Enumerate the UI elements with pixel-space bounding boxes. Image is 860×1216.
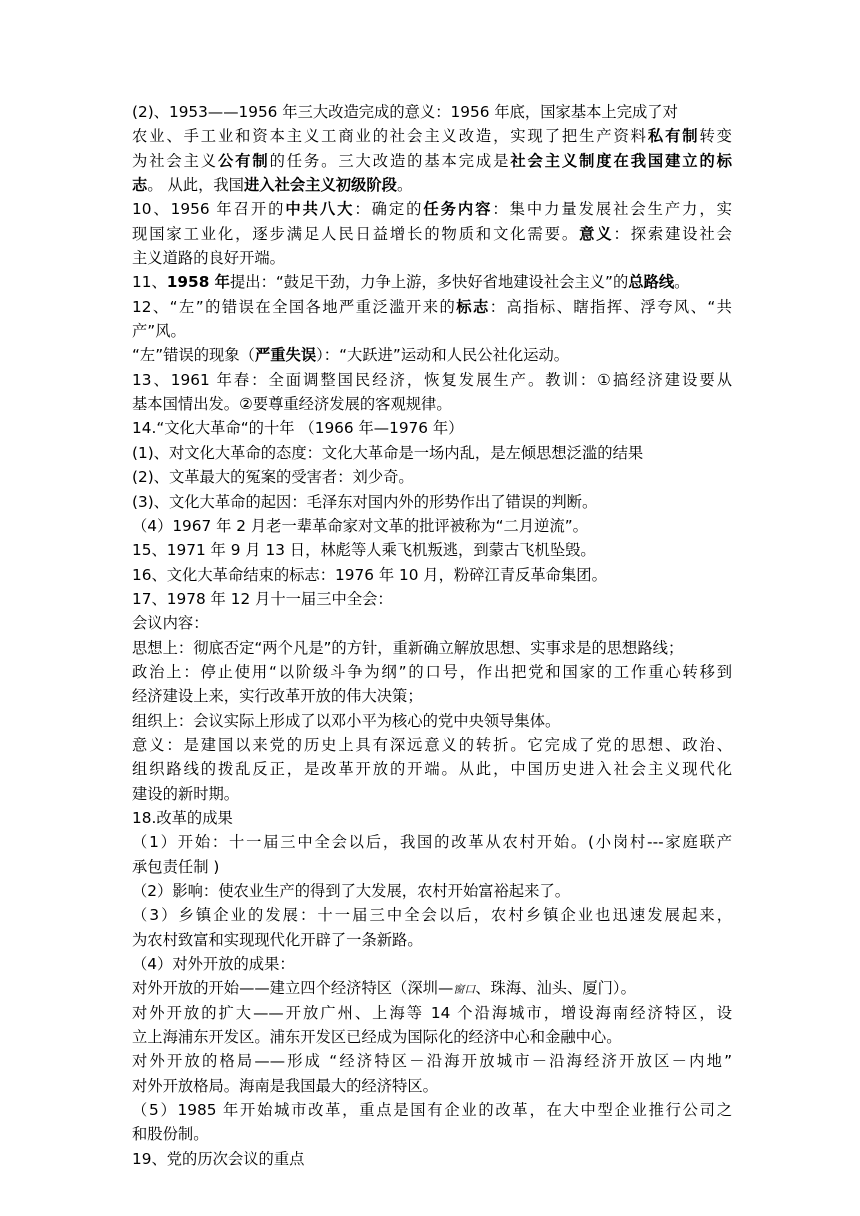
text-line bbox=[132, 903, 732, 927]
text-run: 。 从此，我国 bbox=[147, 176, 244, 195]
text-line bbox=[132, 343, 732, 367]
text-line bbox=[132, 1122, 732, 1146]
text-run: 16、文化大革命结束的标志：1976 年 10 月，粉碎江青反革命集团。 bbox=[132, 565, 607, 584]
text-run: ）：“大跃进”运动和人民公社化运动。 bbox=[316, 346, 570, 365]
text-run: （2）影响：使农业生产的得到了大发展，农村开始富裕起来了。 bbox=[132, 882, 571, 900]
bold-text-run: 社会主义制度在我国建立的标 bbox=[510, 151, 732, 170]
text-run: (2)、1953——1956 年三大改造完成的意义：1956 年底，国家基本上完成了对 bbox=[132, 103, 678, 121]
text-line bbox=[132, 416, 732, 440]
text-line bbox=[132, 222, 732, 246]
text-run: （1）开始：十一届三中全会以后，我国的改革从农村开始。(小岗村---家庭联产 bbox=[132, 833, 732, 852]
text-run: 为社会主义 bbox=[132, 151, 218, 170]
text-line bbox=[132, 319, 732, 343]
text-line bbox=[132, 684, 732, 708]
text-run: （4）1967 年 2 月老一辈革命家对文革的批评被称为“二月逆流”。 bbox=[132, 516, 588, 535]
text-line bbox=[132, 368, 732, 392]
text-line bbox=[132, 611, 732, 635]
bold-text-run: 标志 bbox=[456, 297, 490, 316]
text-line bbox=[132, 514, 732, 538]
text-line bbox=[132, 538, 732, 562]
text-run: 15、1971 年 9 月 13 日，林彪等人乘飞机叛逃，到蒙古飞机坠毁。 bbox=[132, 541, 596, 560]
text-line bbox=[132, 173, 732, 197]
text-run: 、珠海、汕头、厦门）。 bbox=[475, 979, 636, 998]
text-run: 会议内容： bbox=[132, 614, 209, 633]
text-run: 经济建设上来，实行改革开放的伟大决策； bbox=[132, 687, 423, 706]
text-run: “左”错误的现象（ bbox=[132, 346, 255, 365]
text-run: 18.改革的成果 bbox=[132, 808, 233, 827]
text-run: (1)、对文化大革命的态度：文化大革命是一场内乱，是左倾思想泛滥的结果 bbox=[132, 443, 644, 462]
text-line bbox=[132, 928, 732, 952]
text-line bbox=[132, 660, 732, 684]
text-run: 14.“文化大革命“的十年 （1966 年—1976 年） bbox=[132, 419, 464, 438]
text-line bbox=[132, 1098, 732, 1122]
text-run: 19、党的历次会议的重点 bbox=[132, 1149, 305, 1168]
text-run: 建设的新时期。 bbox=[132, 784, 240, 803]
text-line bbox=[132, 441, 732, 465]
text-run: ：探索建设社会 bbox=[613, 224, 732, 243]
text-run: 对外开放的扩大——开放广州、上海等 14 个沿海城市，增设海南经济特区，设 bbox=[132, 1003, 732, 1022]
text-line bbox=[132, 1001, 732, 1025]
bold-text-run: 任务内容 bbox=[423, 200, 493, 219]
text-line bbox=[132, 976, 732, 1000]
text-run: 10、1956 年召开的 bbox=[132, 200, 286, 219]
text-line bbox=[132, 149, 732, 173]
text-line bbox=[132, 587, 732, 611]
bold-text-run: 总路线 bbox=[628, 273, 675, 292]
text-run: 对外开放格局。海南是我国最大的经济特区。 bbox=[132, 1076, 438, 1095]
bold-text-run: 公有制 bbox=[217, 151, 270, 170]
text-run: 思想上：彻底否定“两个凡是”的方针，重新确立解放思想、实事求是的思想路线； bbox=[132, 638, 684, 657]
text-line bbox=[132, 124, 732, 148]
text-run: （5）1985 年开始城市改革，重点是国有企业的改革，在大中型企业推行公司之 bbox=[132, 1101, 732, 1120]
text-run: 对外开放的格局——形成 “经济特区－沿海开放城市－沿海经济开放区－内地” bbox=[132, 1052, 732, 1071]
bold-text-run: 意义 bbox=[579, 224, 614, 243]
text-run: 和股份制。 bbox=[132, 1125, 209, 1144]
text-run: ：高指标、瞎指挥、浮夸风、“共 bbox=[489, 297, 732, 316]
text-run: 现国家工业化，逐步满足人民日益增长的物质和文化需要。 bbox=[132, 224, 580, 243]
bold-text-run: 严重失误 bbox=[254, 346, 317, 365]
text-line bbox=[132, 709, 732, 733]
text-run: 转变 bbox=[699, 127, 732, 146]
text-line bbox=[132, 1074, 732, 1098]
text-run: 立上海浦东开发区。浦东开发区已经成为国际化的经济中心和金融中心。 bbox=[132, 1028, 622, 1047]
text-run: 的任务。三大改造的基本完成是 bbox=[269, 151, 511, 170]
document-body bbox=[132, 100, 732, 1171]
text-line bbox=[132, 270, 732, 294]
text-line bbox=[132, 1049, 732, 1073]
text-line bbox=[132, 757, 732, 781]
text-run: 提出：“鼓足干劲，力争上游，多快好省地建设社会主义”的 bbox=[229, 273, 629, 292]
text-run: 政治上：停止使用“以阶级斗争为纲”的口号，作出把党和国家的工作重心转移到 bbox=[132, 662, 732, 681]
text-run: 农业、手工业和资本主义工商业的社会主义改造，实现了把生产资料 bbox=[132, 127, 648, 146]
text-run: (2)、文革最大的冤案的受害者：刘少奇。 bbox=[132, 468, 414, 487]
text-line bbox=[132, 636, 732, 660]
text-run: （3）乡镇企业的发展：十一届三中全会以后，农村乡镇企业也迅速发展起来， bbox=[132, 906, 732, 925]
text-run: ：集中力量发展社会生产力，实 bbox=[492, 200, 732, 219]
text-line bbox=[132, 295, 732, 319]
text-run: 意义：是建国以来党的历史上具有深远意义的转折。它完成了党的思想、政治、 bbox=[132, 735, 732, 754]
text-line bbox=[132, 733, 732, 757]
text-line bbox=[132, 855, 732, 879]
text-run: 组织上：会议实际上形成了以邓小平为核心的党中央领导集体。 bbox=[132, 711, 561, 730]
text-line bbox=[132, 782, 732, 806]
text-line bbox=[132, 490, 732, 514]
text-run: （4）对外开放的成果： bbox=[132, 955, 295, 974]
text-run: 为农村致富和实现现代化开辟了一条新路。 bbox=[132, 930, 423, 949]
text-run: 组织路线的拨乱反正，是改革开放的开端。从此，中国历史进入社会主义现代化 bbox=[132, 760, 732, 779]
text-run: 基本国情出发。②要尊重经济发展的客观规律。 bbox=[132, 395, 452, 414]
text-line bbox=[132, 246, 732, 270]
text-line bbox=[132, 563, 732, 587]
text-line bbox=[132, 1025, 732, 1049]
text-run: 11、 bbox=[132, 273, 167, 292]
text-run: 12、“左”的错误在全国各地严重泛滥开来的 bbox=[132, 297, 457, 316]
small-text-run: 窗口 bbox=[453, 983, 476, 997]
text-run: 承包责任制 ) bbox=[132, 857, 220, 876]
text-line bbox=[132, 100, 732, 124]
text-run: 17、1978 年 12 月十一届三中全会： bbox=[132, 589, 393, 608]
text-line bbox=[132, 879, 732, 903]
bold-text-run: 进入社会主义初级阶段 bbox=[243, 176, 397, 195]
text-run: 主义道路的良好开端。 bbox=[132, 249, 285, 268]
text-run: 。 bbox=[396, 176, 413, 195]
text-run: 13、1961 年春：全面调整国民经济，恢复发展生产。教训：①搞经济建设要从 bbox=[132, 370, 732, 389]
bold-text-run: 1958 年 bbox=[166, 273, 230, 292]
text-run: (3)、文化大革命的起因：毛泽东对国内外的形势作出了错误的判断。 bbox=[132, 492, 598, 511]
text-line bbox=[132, 952, 732, 976]
text-line bbox=[132, 1147, 732, 1171]
text-line bbox=[132, 197, 732, 221]
bold-text-run: 志 bbox=[132, 176, 148, 195]
text-run: 对外开放的开始——建立四个经济特区（深圳— bbox=[132, 979, 454, 998]
text-line bbox=[132, 830, 732, 854]
text-run: 。 bbox=[674, 273, 690, 292]
text-line bbox=[132, 465, 732, 489]
bold-text-run: 中共八大 bbox=[285, 200, 355, 219]
text-line bbox=[132, 806, 732, 830]
bold-text-run: 私有制 bbox=[647, 127, 700, 146]
text-run: ：确定的 bbox=[354, 200, 424, 219]
text-run: 产”风。 bbox=[132, 322, 186, 341]
text-line bbox=[132, 392, 732, 416]
